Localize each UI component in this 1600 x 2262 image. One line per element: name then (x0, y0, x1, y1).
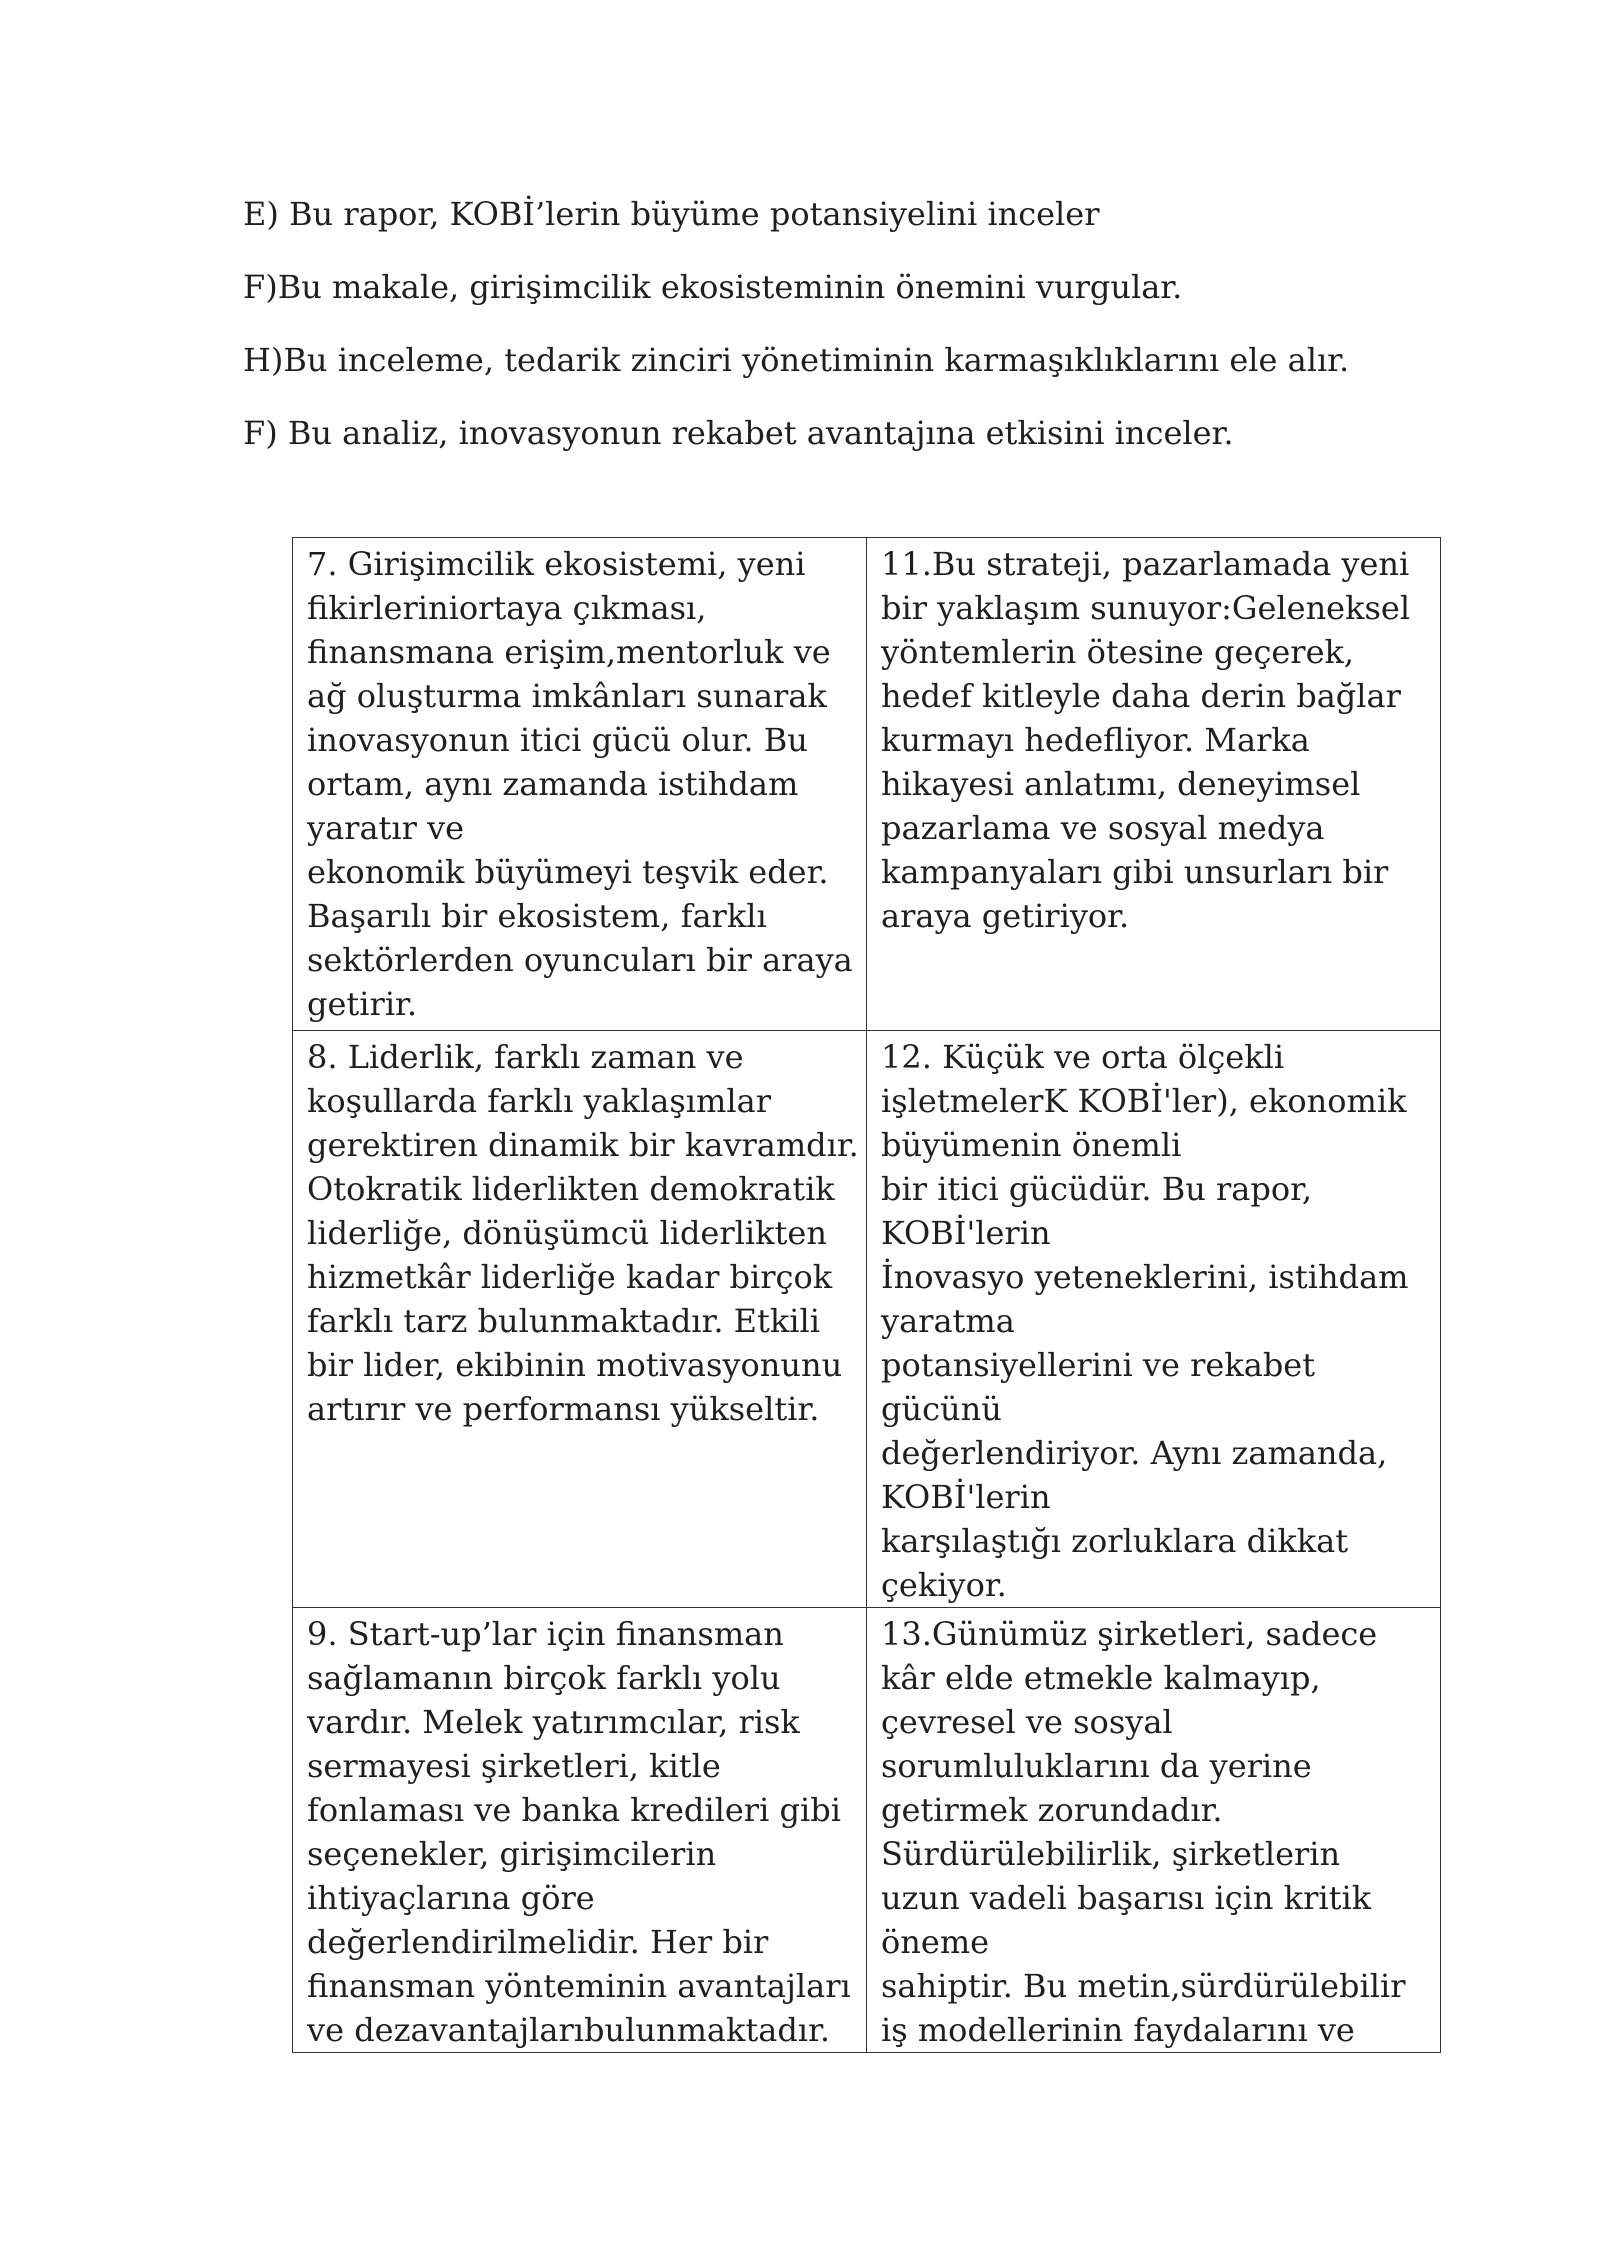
text-line: farklı tarz bulunmaktadır. Etkili (307, 1302, 820, 1340)
passage-13-cell (867, 1608, 1441, 2053)
text-line: yaratır ve (307, 809, 465, 847)
text-line: pazarlama ve sosyal medya (881, 809, 1325, 847)
text-line: vardır. Melek yatırımcılar, risk (307, 1703, 800, 1741)
text-line: gerektiren dinamik bir kavramdır. (307, 1126, 859, 1164)
passage-table (292, 537, 1441, 2053)
text-line: yaratma (881, 1302, 1015, 1340)
text-line: finansman yönteminin avantajları (307, 1967, 851, 2005)
text-line: ekonomik büyümeyi teşvik eder. (307, 853, 829, 891)
answer-options (243, 190, 1403, 482)
text-line: bir yaklaşım sunuyor:Geleneksel (881, 589, 1411, 627)
text-line: seçenekler, girişimcilerin (307, 1835, 717, 1873)
text-line: KOBİ'lerin (881, 1478, 1051, 1516)
text-line: getirir. (307, 985, 417, 1023)
text-line: finansmana erişim,mentorluk ve (307, 633, 831, 671)
text-line: ağ oluşturma imkânları sunarak (307, 677, 827, 715)
text-line: hikayesi anlatımı, deneyimsel (881, 765, 1361, 803)
table-row (293, 1608, 1441, 2053)
text-line: getirmek zorundadır. (881, 1791, 1223, 1829)
option-h: H)Bu inceleme, tedarik zinciri yönetiminin karmaşıklıklarını ele alır. (243, 341, 1350, 379)
text-line: İnovasyo yeteneklerini, istihdam (881, 1258, 1409, 1296)
text-line: çevresel ve sosyal (881, 1703, 1173, 1741)
option-f-second: F) Bu analiz, inovasyonun rekabet avantajına etkisini inceler. (243, 414, 1234, 452)
text-line: sahiptir. Bu metin,sürdürülebilir (881, 1967, 1406, 2005)
text-line: bir lider, ekibinin motivasyonunu (307, 1346, 843, 1384)
text-line: çekiyor. (881, 1566, 1007, 1604)
text-line: Otokratik liderlikten demokratik (307, 1170, 835, 1208)
text-line: öneme (881, 1923, 990, 1961)
text-line: hedef kitleyle daha derin bağlar (881, 677, 1401, 715)
text-line: uzun vadeli başarısı için kritik (881, 1879, 1372, 1917)
table-row (293, 538, 1441, 1031)
text-line: değerlendirilmelidir. Her bir (307, 1923, 769, 1961)
text-line: Sürdürülebilirlik, şirketlerin (881, 1835, 1341, 1873)
text-line: 12. Küçük ve orta ölçekli (881, 1038, 1285, 1076)
text-line: 7. Girişimcilik ekosistemi, yeni (307, 545, 806, 583)
text-line: 13.Günümüz şirketleri, sadece (881, 1615, 1378, 1653)
text-line: 11.Bu strateji, pazarlamada yeni (881, 545, 1410, 583)
text-line: Başarılı bir ekosistem, farklı (307, 897, 767, 935)
text-line: fikirleriniortaya çıkması, (307, 589, 707, 627)
text-line: işletmelerK KOBİ'ler), ekonomik (881, 1082, 1407, 1120)
text-line: büyümenin önemli (881, 1126, 1182, 1164)
text-line: değerlendiriyor. Aynı zamanda, (881, 1434, 1388, 1472)
table-row (293, 1031, 1441, 1608)
passage-7-cell (293, 538, 867, 1031)
text-line: sağlamanın birçok farklı yolu (307, 1659, 781, 1697)
text-line: 9. Start-up’lar için finansman (307, 1615, 784, 1653)
text-line: ve dezavantajlarıbulunmaktadır. (307, 2011, 830, 2049)
text-line: gücünü (881, 1390, 1002, 1428)
text-line: karşılaştığı zorluklara dikkat (881, 1522, 1349, 1560)
text-line: 8. Liderlik, farklı zaman ve (307, 1038, 744, 1076)
text-line: koşullarda farklı yaklaşımlar (307, 1082, 771, 1120)
option-e: E) Bu rapor, KOBİ’lerin büyüme potansiyelini inceler (243, 195, 1100, 233)
text-line: kampanyaları gibi unsurları bir (881, 853, 1389, 891)
option-f: F)Bu makale, girişimcilik ekosisteminin önemini vurgular. (243, 268, 1183, 306)
text-line: ortam, aynı zamanda istihdam (307, 765, 799, 803)
text-line: potansiyellerini ve rekabet (881, 1346, 1316, 1384)
text-line: araya getiriyor. (881, 897, 1130, 935)
text-line: fonlaması ve banka kredileri gibi (307, 1791, 841, 1829)
text-line: inovasyonun itici gücü olur. Bu (307, 721, 808, 759)
text-line: sermayesi şirketleri, kitle (307, 1747, 721, 1785)
passage-12-cell (867, 1031, 1441, 1608)
passage-8-cell (293, 1031, 867, 1608)
text-line: ihtiyaçlarına göre (307, 1879, 595, 1917)
text-line: KOBİ'lerin (881, 1214, 1051, 1252)
passage-11-cell (867, 538, 1441, 1031)
text-line: kâr elde etmekle kalmayıp, (881, 1659, 1321, 1697)
text-line: sektörlerden oyuncuları bir araya (307, 941, 853, 979)
text-line: hizmetkâr liderliğe kadar birçok (307, 1258, 833, 1296)
text-line: yöntemlerin ötesine geçerek, (881, 633, 1355, 671)
text-line: kurmayı hedefliyor. Marka (881, 721, 1310, 759)
passage-9-cell (293, 1608, 867, 2053)
text-line: liderliğe, dönüşümcü liderlikten (307, 1214, 827, 1252)
text-line: sorumluluklarını da yerine (881, 1747, 1312, 1785)
text-line: bir itici gücüdür. Bu rapor, (881, 1170, 1313, 1208)
text-line: artırır ve performansı yükseltir. (307, 1390, 820, 1428)
text-line: iş modellerinin faydalarını ve (881, 2011, 1355, 2049)
